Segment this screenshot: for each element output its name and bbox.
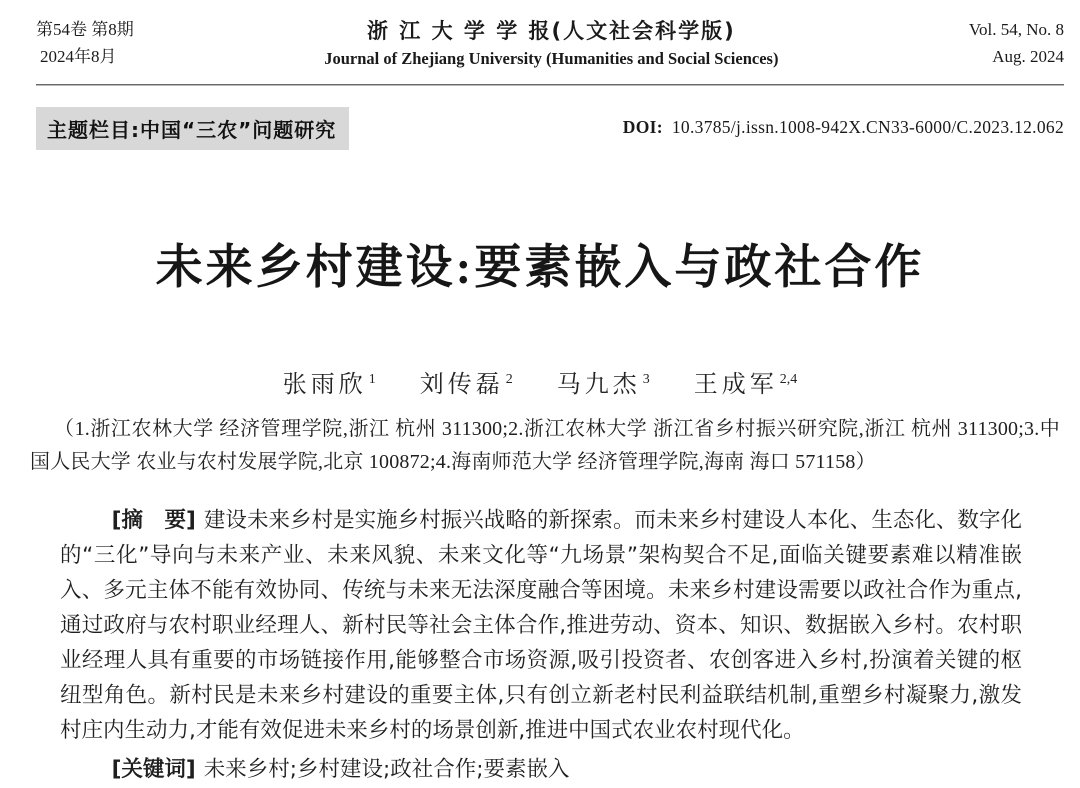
author-name: 刘传磊 [419, 372, 504, 398]
author-affil-sup: 2 [505, 372, 513, 387]
keywords-text: 未来乡村;乡村建设;政社合作;要素嵌入 [203, 757, 570, 782]
author-name: 张雨欣 [282, 372, 367, 398]
author [557, 364, 650, 399]
volume-issue-cn: 第54卷 第8期 [36, 20, 134, 39]
abstract-paragraph [60, 503, 1022, 748]
volume-issue-en: Vol. 54, No. 8 [968, 20, 1064, 39]
abstract-label: [摘 要] [111, 508, 196, 533]
journal-title-block [134, 16, 969, 72]
affiliations: （1.浙江农林大学 经济管理学院,浙江 杭州 311300;2.浙江农林大学 浙江省乡村振兴研究院,浙江 杭州 311300;3.中国人民大学 农业与农村发展学院,北京 100872;4.海南师范大学 经济管理学院,海南 海口 571158） [30, 418, 1060, 473]
author-name: 王成军 [693, 372, 778, 398]
issue-date-en: Aug. 2024 [992, 47, 1064, 66]
journal-title-cn: 浙 江 大 学 学 报(人文社会科学版) [366, 19, 736, 43]
author-affil-sup: 2,4 [779, 372, 798, 387]
article-title: 未来乡村建设:要素嵌入与政社合作 [155, 242, 925, 294]
author-name: 马九杰 [556, 372, 641, 398]
author-affil-sup: 3 [642, 372, 650, 387]
journal-title-en: Journal of Zhejiang University (Humanities and Social Sciences) [324, 49, 779, 68]
authors-line [0, 364, 1080, 399]
topic-banner: 主题栏目:中国“三农”问题研究 [36, 107, 349, 150]
keywords-label: [关键词] [111, 757, 196, 782]
doi-label: DOI: [622, 117, 663, 137]
masthead-divider [36, 84, 1064, 86]
doi-line [623, 117, 1064, 138]
issue-date-cn: 2024年8月 [40, 47, 117, 66]
issue-info-cn [36, 16, 134, 70]
author [420, 364, 513, 399]
author [283, 364, 376, 399]
abstract-block [60, 503, 1022, 787]
masthead [36, 16, 1064, 76]
keywords-line [60, 752, 1022, 787]
abstract-text: 建设未来乡村是实施乡村振兴战略的新探索。而未来乡村建设人本化、生态化、数字化的“三化”导向与未来产业、未来风貌、未来文化等“九场景”架构契合不足,面临关键要素难以精准嵌入、多元主体不能有效协同、传统与未来无法深度融合等困境。未来乡村建设需要以政社合作为重点,通过政府与农村职业经理人、新村民等社会主体合作,推进劳动、资本、知识、数据嵌入乡村。农村职业经理人具有重要的市场链接作用,能够整合市场资源,吸引投资者、农创客进入乡村,扮演着关键的枢纽型角色。新村民是未来乡村建设的重要主体,只有创立新老村民利益联结机制,重塑乡村凝聚力,激发村庄内生动力,才能有效促进未来乡村的场景创新,推进中国式农业农村现代化。 [60, 508, 1022, 743]
author-affil-sup: 1 [368, 372, 376, 387]
doi-value: 10.3785/j.issn.1008-942X.CN33-6000/C.2023.12.062 [671, 117, 1064, 137]
author [694, 364, 798, 399]
issue-info-en [969, 16, 1064, 70]
